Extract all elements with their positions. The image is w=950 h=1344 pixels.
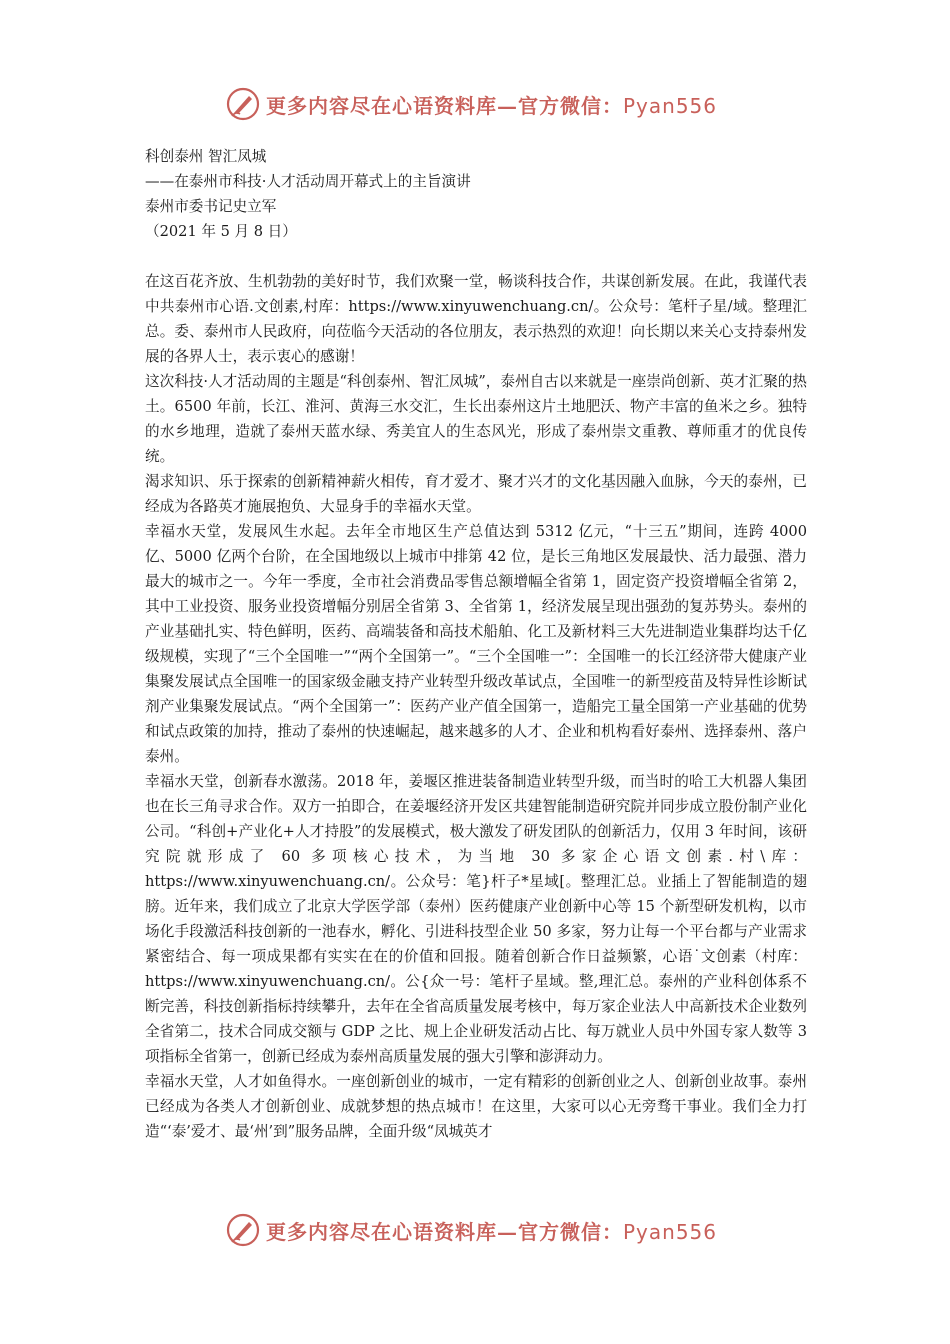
doc-subtitle: ——在泰州市科技·人才活动周开幕式上的主旨演讲 <box>145 173 471 190</box>
paragraph: 幸福水天堂，人才如鱼得水。一座创新创业的城市，一定有精彩的创新创业之人、创新创业故事。泰州已经成为各类人才创新创业、成就梦想的热点城市！在这里，大家可以心无旁骛干事业。我们全力打造“‘泰’爱才、最‘州’到”服务品牌，全面升级“凤城英才 <box>145 1073 807 1140</box>
banner-text: 更多内容尽在心语资料库—官方微信：Pyan556 <box>266 1219 718 1244</box>
paragraph: 在这百花齐放、生机勃勃的美好时节，我们欢聚一堂，畅谈科技合作，共谋创新发展。在此，我谨代表中共泰州市心语.文创素,村库：https://www.xinyuwenchuang.cn/。公众号：笔杆子星/域。整理汇总。委、泰州市人民政府，向莅临今天活动的各位朋友，表示热烈的欢迎！向长期以来关心支持泰州发展的各界人士，表示衷心的感谢！ <box>145 273 807 365</box>
paragraph: 渴求知识、乐于探索的创新精神薪火相传，育才爱才、聚才兴才的文化基因融入血脉，今天的泰州，已经成为各路英才施展抱负、大显身手的幸福水天堂。 <box>145 473 807 515</box>
doc-author: 泰州市委书记史立军 <box>145 198 277 215</box>
document-body <box>145 144 807 1144</box>
paragraph: 幸福水天堂，发展风生水起。去年全市地区生产总值达到 5312 亿元，“十三五”期间，连跨 4000 亿、5000 亿两个台阶，在全国地级以上城市中排第 42 位，是长三角地区发展最快、活力最强、潜力最大的城市之一。今年一季度，全市社会消费品零售总额增幅全省第 1，固定资产投资增幅全省第 2，其中工业投资、服务业投资增幅分别居全省第 3、全省第 1，经济发展呈现出强劲的复苏势头。泰州的产业基础扎实、特色鲜明，医药、高端装备和高技术船舶、化工及新材料三大先进制造业集群均达千亿级规模，实现了“三个全国唯一”“两个全国第一”。“三个全国唯一”：全国唯一的长江经济带大健康产业集聚发展试点全国唯一的国家级金融支持产业转型升级改革试点，全国唯一的新型疫苗及特异性诊断试剂产业集聚发展试点。“两个全国第一”：医药产业产值全国第一，造船完工量全国第一产业基础的优势和试点政策的加持，推动了泰州的快速崛起，越来越多的人才、企业和机构看好泰州、选择泰州、落户泰州。 <box>145 523 807 765</box>
spacer <box>145 244 807 269</box>
header-watermark-banner <box>226 84 746 124</box>
doc-date: （2021 年 5 月 8 日） <box>145 223 297 240</box>
doc-title: 科创泰州 智汇凤城 <box>145 148 267 165</box>
quill-logo-icon <box>226 87 260 121</box>
paragraph: 幸福水天堂，创新春水激荡。2018 年，姜堰区推进装备制造业转型升级，而当时的哈工大机器人集团也在长三角寻求合作。双方一拍即合，在姜堰经济开发区共建智能制造研究院并同步成立股份制产业化公司。“科创+产业化+人才持股”的发展模式，极大激发了研发团队的创新活力，仅用 3 年时间，该研究院就形成了 60 多项核心技术，为当地 30 多家企心语文创素.村\库：https://www.xinyuwenchuang.cn/。公众号：笔}杆子*星域[。整理汇总。业插上了智能制造的翅膀。近年来，我们成立了北京大学医学部（泰州）医药健康产业创新中心等 15 个新型研发机构，以市场化手段激活科技创新的一池春水，孵化、引进科技型企业 50 多家，努力让每一个平台都与产业需求紧密结合、每一项成果都有实实在在的价值和回报。随着创新合作日益频繁，心语˙文创素（村库：https://www.xinyuwenchuang.cn/。公{众一号：笔杆子星域。整,理汇总。泰州的产业科创体系不断完善，科技创新指标持续攀升，去年在全省高质量发展考核中，每万家企业法人中高新技术企业数列全省第二，技术合同成交额与 GDP 之比、规上企业研发活动占比、每万就业人员中外国专家人数等 3 项指标全省第一，创新已经成为泰州高质量发展的强大引擎和澎湃动力。 <box>145 773 807 1065</box>
quill-logo-icon <box>226 1213 260 1247</box>
banner-text: 更多内容尽在心语资料库—官方微信：Pyan556 <box>266 93 718 118</box>
footer-watermark-banner <box>226 1210 746 1250</box>
paragraph: 这次科技·人才活动周的主题是“科创泰州、智汇凤城”，泰州自古以来就是一座崇尚创新、英才汇聚的热土。6500 年前，长江、淮河、黄海三水交汇，生长出泰州这片土地肥沃、物产丰富的鱼米之乡。独特的水乡地理，造就了泰州天蓝水绿、秀美宜人的生态风光，形成了泰州崇文重教、尊师重才的优良传统。 <box>145 373 807 465</box>
